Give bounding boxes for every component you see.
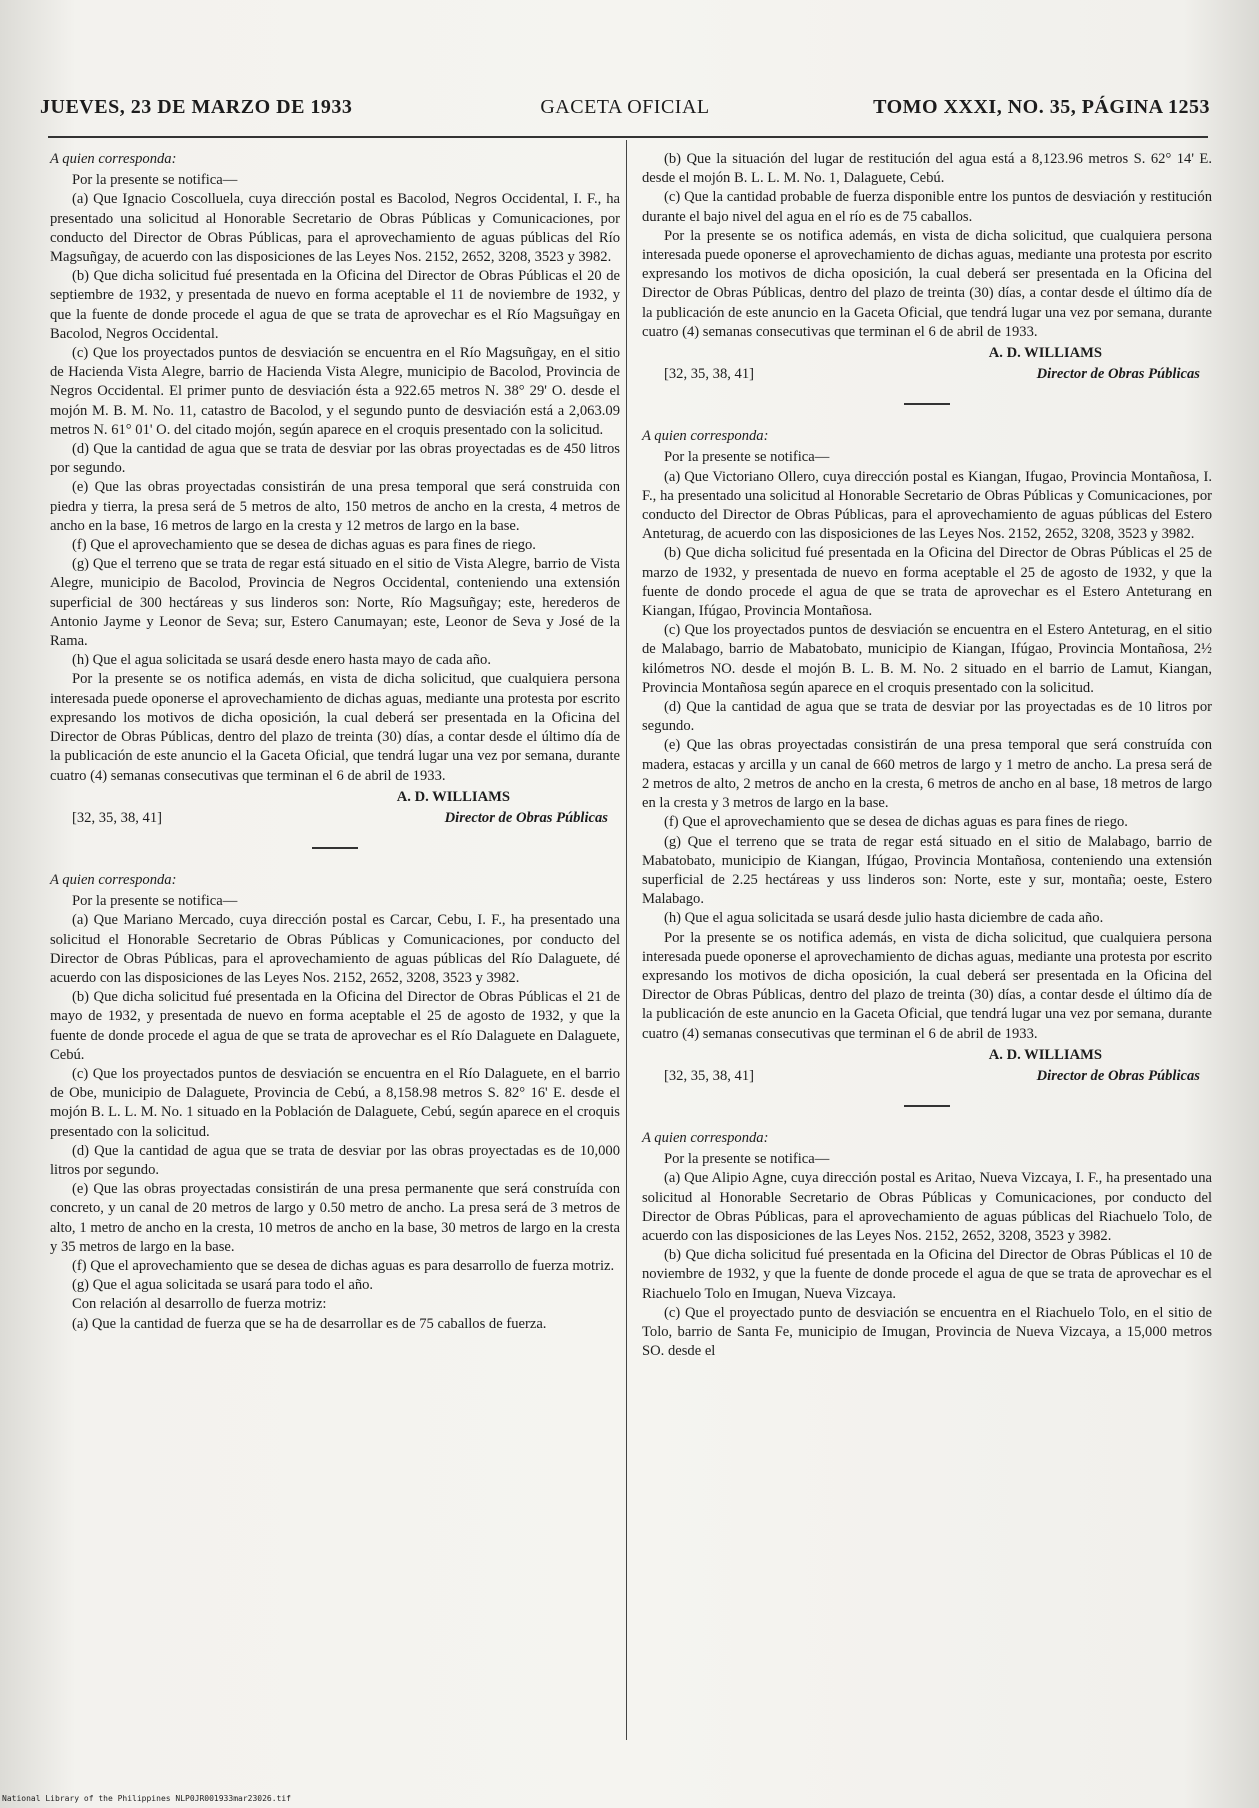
notice-paragraph: (a) Que Mariano Mercado, cuya dirección postal es Carcar, Cebu, I. F., ha presentado una solicitud el Honorable Secretario de Obras Públicas y Comunicaciones, por conducto del Director de Obras Públicas, para el aprovechamiento de aguas públicas del Río Dalaguete, dé acuerdo con las disposiciones de las Leyes Nos. 2152, 2652, 3208, 3523 y 3982. [50,912,620,986]
notice-paragraph: (f) Que el aprovechamiento que se desea de dichas aguas es para fines de riego. [664,814,1128,831]
notice-salutation: A quien corresponda: [642,428,769,445]
issue-reference: [32, 35, 38, 41] [664,1067,754,1084]
notice-paragraph: Por la presente se os notifica además, en vista de dicha solicitud, que cualquiera persona interesada puede oponerse el aprovechamiento de dichas aguas, mediante una protesta por escrito expresando los motivos de dicha oposición, la cual deberá ser presentada en la Oficina del Director de Obras Públicas, dentro del plazo de treinta (30) días, a contar desde el último día de la publicación de este anuncio en la Gaceta Oficial, que tendrá lugar una vez por semana, durante cuatro (4) semanas consecutivas que terminan el 6 de abril de 1933. [642,227,1212,340]
notice-paragraph: Por la presente se notifica— [72,893,238,910]
header-date: JUEVES, 23 DE MARZO DE 1933 [40,96,353,118]
notice-separator [904,1105,950,1107]
signatory-title: Director de Obras Públicas [1036,1067,1200,1084]
notice-separator [312,847,358,849]
notice-paragraph: Por la presente se os notifica además, en vista de dicha solicitud, que cualquiera persona interesada puede oponerse el aprovechamiento de dichas aguas, mediante una protesta por escrito expresando los motivos de dicha oposición, la cual deberá ser presentada en la Oficina del Director de Obras Públicas, dentro del plazo de treinta (30) días, a contar desde el último día de la publicación de este anuncio en la Gaceta Oficial, que tendrá lugar una vez por semana, durante cuatro (4) semanas consecutivas que terminan el 6 de abril de 1933. [642,929,1212,1042]
notice-salutation: A quien corresponda: [50,151,177,167]
signature-row [50,807,620,829]
notice-paragraph: (h) Que el agua solicitada se usará desde enero hasta mayo de cada año. [72,652,491,669]
notice-paragraph: (b) Que la situación del lugar de restitución del agua está a 8,123.96 metros S. 62° 14' E. desde el mojón B. L. L. M. No. 1, Dalaguete, Cebú. [642,151,1212,187]
notice-paragraph: (g) Que el terreno que se trata de regar está situado en el sitio de Vista Alegre, barrio de Vista Alegre, municipio de Bacolod, Provincia de Negros Occidental, conteniendo una extensión superficial de 300 hectáreas y sus linderos son: Norte, Río Magsuñgay; este, herederos de Antonio Jayme y Leonor de Seva; sur, Estero Canumayan; este, Leonor de Seva y José de la Rama. [50,556,620,650]
notice-paragraph: (g) Que el terreno que se trata de regar está situado en el sitio de Malabago, barrio de Mabatobato, municipio de Kiangan, Ifúgao, Provincia Montañosa, conteniendo una extensión superficial de 2.25 hectáreas y uss linderos son: Norte, este y sur, montaña; oeste, Estero Malabago. [642,833,1212,908]
notice-paragraph: (c) Que los proyectados puntos de desviación se encuentra en el Río Magsuñgay, en el sitio de Hacienda Vista Alegre, barrio de Hacienda Vista Alegre, municipio de Bacolod, Provincia de Negros Occidental. El primer punto de desviación ésta a 922.65 metros N. 38° 29' O. desde el mojón M. B. M. No. 11, catastro de Bacolod, y el segundo punto de desviación está a 2,063.09 metros N. 61° 01' O. del citado mojón, según aparece en el croquis presentado con la solicitud. [50,345,620,438]
notice-mercado [50,871,620,1334]
notice-paragraph: (e) Que las obras proyectadas consistirán de una presa permanente que será construída con concreto, y un canal de 20 metros de largo y 0.50 metro de ancho. La presa será de 3 metros de alto, 1 metro de ancho en la cresta, 10 metros de ancho en la base, 30 metros de largo en la cresta y 35 metros de largo en la base. [50,1181,620,1255]
scan-footer: National Library of the Philippines NLP0JR001933mar23026.tif [2,1794,291,1803]
notice-paragraph: (h) Que el agua solicitada se usará desde julio hasta diciembre de cada año. [664,910,1104,927]
notice-paragraph: Por la presente se notifica— [664,1151,830,1168]
column-rule [626,140,627,1740]
notice-paragraph: (g) Que el agua solicitada se usará para todo el año. [72,1277,374,1294]
notice-paragraph: (c) Que los proyectados puntos de desviación se encuentra en el Río Dalaguete, en el barrio de Obe, municipio de Dalaguete, Provincia de Cebú, a 8,158.98 metros S. 82° 16' E. desde el mojón B. L. L. M. No. 1 situado en la Población de Dalaguete, Cebú, según aparece en el croquis presentado con la solicitud. [50,1065,620,1140]
signatory-title: Director de Obras Públicas [444,809,608,826]
notice-paragraph: Por la presente se os notifica además, en vista de dicha solicitud, que cualquiera persona interesada puede oponerse el aprovechamiento de dichas aguas, mediante una protesta por escrito expresando los motivos de dicha oposición, la cual deberá ser presentada en la Oficina del Director de Obras Públicas, dentro del plazo de treinta (30) días, a contar desde el último día de la publicación de este anuncio el la Gaceta Oficial, que tendrá lugar una vez por semana, durante cuatro (4) semanas consecutivas que terminan el 6 de abril de 1933. [50,671,620,784]
notice-paragraph: (b) Que dicha solicitud fué presentada en la Oficina del Director de Obras Públicas el 21 de mayo de 1932, y presentada de nuevo en forma aceptable el 25 de agosto de 1932, y que la fuente de donde procede el agua de que se trata de aprovechar es el Río Dalaguete en Dalaguete, Cebú. [50,989,620,1063]
signature-row [642,1065,1212,1087]
issue-reference: [32, 35, 38, 41] [72,809,162,826]
notice-paragraph: (d) Que la cantidad de agua que se trata de desviar por las obras proyectadas es de 10,000 litros por segundo. [50,1142,620,1178]
signature-name: A. D. WILLIAMS [988,1046,1102,1063]
notice-separator [904,403,950,405]
page-header [40,96,1210,126]
header-volume-page: TOMO XXXI, NO. 35, PÁGINA 1253 [873,96,1210,118]
header-publication: GACETA OFICIAL [540,96,710,118]
notice-salutation: A quien corresponda: [50,871,177,888]
notice-salutation: A quien corresponda: [642,1129,769,1146]
notice-agne [642,1129,1212,1361]
notice-paragraph: (c) Que la cantidad probable de fuerza disponible entre los puntos de desviación y restitución durante el bajo nivel del agua en el río es de 75 caballos. [642,189,1212,225]
notice-paragraph: (f) Que el aprovechamiento que se desea de dichas aguas es para fines de riego. [72,537,536,554]
notice-coscolluela [50,150,620,829]
left-column [50,150,620,1340]
notice-paragraph: (a) Que Alipio Agne, cuya dirección postal es Aritao, Nueva Vizcaya, I. F., ha presentado una solicitud al Honorable Secretario de Obras Públicas y Comunicaciones, por conducto del Director de Obras Públicas, para el aprovechamiento de aguas públicas del Riachuelo Tolo, de acuerdo con las disposiciones de las Leyes Nos. 2152, 2652, 3208, 3523 y 3982. [642,1170,1212,1244]
signature-row [642,363,1212,385]
notice-paragraph: (a) Que la cantidad de fuerza que se ha de desarrollar es de 75 caballos de fuerza. [72,1315,547,1332]
issue-reference: [32, 35, 38, 41] [664,366,754,383]
notice-paragraph: (d) Que la cantidad de agua que se trata de desviar por las obras proyectadas es de 450 litros por segundo. [50,441,620,477]
notice-paragraph: (e) Que las obras proyectadas consistirán de una presa temporal que será construida con piedra y tierra, la presa será de 5 metros de alto, 150 metros de ancho en la cresta, 4 metros de ancho en la base, 16 metros de largo en la cresta y 12 metros de largo en la base. [50,479,620,534]
right-column [642,150,1212,1367]
notice-paragraph: (c) Que los proyectados puntos de desviación se encuentra en el Estero Anteturag, en el sitio de Malabago, barrio de Mabatobato, municipio de Kiangan, Ifúgao, Provincia Montañosa, 2½ kilómetros NO. desde el mojón B. L. B. M. No. 2 situado en el barrio de Lamut, Kiangan, Provincia Montañosa según aparece en el croquis presentado con la solicitud. [642,622,1212,696]
notice-paragraph: (e) Que las obras proyectadas consistirán de una presa temporal que será construída con madera, estacas y arcilla y un canal de 660 metros de largo y 1 metro de ancho. La presa será de 2 metros de alto, 2 metros de ancho en la cresta, 6 metros de ancho en al base, 18 metros de largo en la cresta y 3 metros de largo en la base. [642,737,1212,812]
signature-name: A. D. WILLIAMS [988,345,1102,362]
notice-paragraph: (f) Que el aprovechamiento que se desea de dichas aguas es para desarrollo de fuerza motriz. [72,1257,615,1274]
notice-paragraph: (a) Que Victoriano Ollero, cuya dirección postal es Kiangan, Ifugao, Provincia Montañosa, I. F., ha presentado una solicitud al Honorable Secretario de Obras Públicas y Comunicaciones, por conducto del Director de Obras Públicas, para el aprovechamiento de aguas públicas del Estero Anteturag, de acuerdo con las disposiciones de las Leyes Nos. 2152, 2652, 3208, 3523 y 3982. [642,468,1212,543]
notice-paragraph: (d) Que la cantidad de agua que se trata de desviar por las proyectadas es de 10 litros por segundo. [642,699,1212,735]
signature-name: A. D. WILLIAMS [396,788,510,805]
notice-paragraph: Con relación al desarrollo de fuerza motriz: [72,1296,327,1313]
notice-paragraph: (b) Que dicha solicitud fué presentada en la Oficina del Director de Obras Públicas el 25 de marzo de 1932, y presentada de nuevo en forma aceptable el 25 de agosto de 1932, y que la fuente de dondo procede el agua de que se trata de aprovechar es el Estero Anteturang en Kiangan, Ifúgao, Provincia Montañosa. [642,545,1212,620]
notice-paragraph: Por la presente se notifica— [664,449,830,466]
notice-paragraph: Por la presente se notifica— [72,172,238,189]
header-rule [48,136,1208,138]
notice-ollero [642,427,1212,1087]
notice-paragraph: (b) Que dicha solicitud fué presentada en la Oficina del Director de Obras Públicas el 20 de septiembre de 1932, y presentada de nuevo en forma aceptable el 11 de noviembre de 1932, y que la fuente de donde procede el agua de que se trata de aprovechar es el Río Magsuñgay en Bacolod, Negros Occidental. [50,268,620,342]
notice-paragraph: (a) Que Ignacio Coscolluela, cuya dirección postal es Bacolod, Negros Occidental, I. F., ha presentado una solicitud al Honorable Secretario de Obras Públicas y Comunicaciones, por conducto del Director de Obras Públicas, para el aprovechamiento de aguas públicas del Río Magsuñgay, de acuerdo con las disposiciones de las Leyes Nos. 2152, 2652, 3208, 3523 y 3982. [50,191,620,266]
notice-paragraph: (c) Que el proyectado punto de desviación se encuentra en el Riachuelo Tolo, en el sitio de Tolo, barrio de Santa Fe, municipio de Imugan, Provincia de Nueva Vizcaya, a 15,000 metros SO. desde el [642,1304,1212,1360]
notice-paragraph: (b) Que dicha solicitud fué presentada en la Oficina del Director de Obras Públicas el 10 de noviembre de 1932, y que la fuente de donde procede el agua de que se trata de aprovechar es el Riachuelo Tolo en Imugan, Nueva Vizcaya. [642,1247,1212,1302]
notice-mercado-continued [642,150,1212,385]
signatory-title: Director de Obras Públicas [1036,366,1200,383]
